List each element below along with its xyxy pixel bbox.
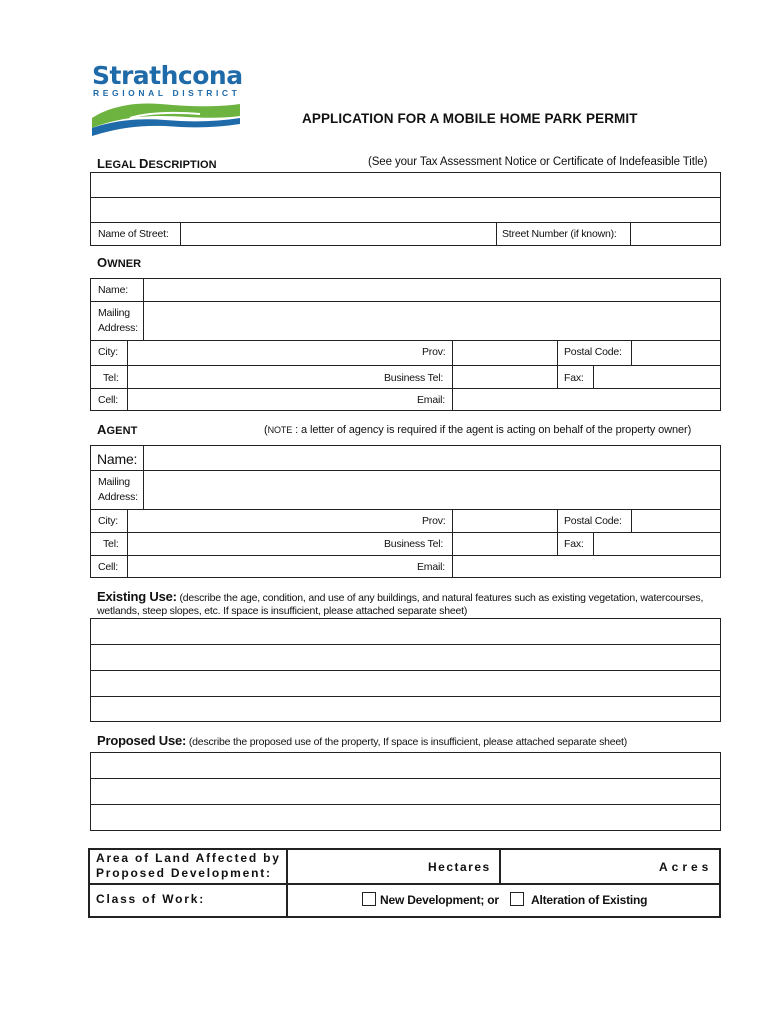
owner-email-label: Email:	[417, 394, 445, 406]
agent-cell-label: Cell:	[98, 561, 119, 573]
agent-postal-code-input[interactable]	[632, 510, 720, 531]
proposed-use-field[interactable]	[90, 752, 721, 831]
owner-fax-label: Fax:	[564, 372, 584, 384]
owner-postal-code-label: Postal Code:	[564, 346, 622, 358]
agent-email-label: Email:	[417, 561, 445, 573]
alteration-existing-label: Alteration of Existing	[531, 893, 648, 907]
owner-business-tel-label: Business Tel:	[384, 372, 444, 384]
agent-heading: AGENT	[97, 422, 138, 437]
existing-use-heading: Existing Use: (describe the age, condition, and use of any buildings, and natural features such as existing vegetation, watercourses,	[97, 589, 704, 604]
owner-city-input[interactable]	[128, 341, 451, 364]
agent-postal-code-label: Postal Code:	[564, 515, 622, 527]
document-title: APPLICATION FOR A MOBILE HOME PARK PERMIT	[302, 111, 638, 126]
owner-cell-input[interactable]	[128, 389, 451, 410]
agent-name-label: Name:	[97, 451, 138, 467]
proposed-use-heading: Proposed Use: (describe the proposed use of the property, If space is insufficient, please attached separate sheet)	[97, 733, 628, 748]
street-number-input[interactable]	[631, 223, 720, 245]
agent-note: (NOTE : a letter of agency is required if the agent is acting on behalf of the property owner)	[264, 424, 692, 436]
area-label-line1: Area of Land Affected by	[96, 851, 281, 865]
street-name-label: Name of Street:	[98, 228, 169, 240]
agent-business-tel-label: Business Tel:	[384, 538, 444, 550]
agent-prov-input[interactable]	[453, 510, 556, 531]
owner-email-input[interactable]	[453, 389, 720, 410]
owner-heading: OWNER	[97, 255, 142, 270]
existing-use-description: wetlands, steep slopes, etc. If space is insufficient, please attached separate sheet)	[97, 605, 468, 617]
street-number-label: Street Number (if known):	[502, 228, 617, 240]
owner-postal-code-input[interactable]	[632, 341, 720, 364]
owner-cell-label: Cell:	[98, 394, 119, 406]
street-name-input[interactable]	[181, 223, 495, 245]
logo-landscape-icon	[90, 98, 242, 136]
owner-tel-label: Tel:	[103, 372, 119, 384]
hectares-label: Hectares	[428, 860, 491, 874]
class-of-work-label: Class of Work:	[96, 892, 205, 906]
agent-tel-label: Tel:	[103, 538, 119, 550]
owner-mailing-address-input[interactable]	[144, 302, 720, 339]
agent-city-input[interactable]	[128, 510, 451, 531]
area-label-line2: Proposed Development:	[96, 866, 272, 880]
owner-prov-label: Prov:	[422, 346, 446, 358]
alteration-existing-checkbox[interactable]	[510, 892, 524, 906]
new-development-checkbox[interactable]	[362, 892, 376, 906]
agent-fax-input[interactable]	[594, 533, 720, 554]
agent-prov-label: Prov:	[422, 515, 446, 527]
logo-name: Strathcona	[92, 61, 243, 90]
agent-business-tel-input[interactable]	[453, 533, 556, 554]
owner-prov-input[interactable]	[453, 341, 556, 364]
agent-mailing-address-input[interactable]	[144, 471, 720, 508]
agent-email-input[interactable]	[453, 556, 720, 577]
agent-mailing-label: Mailing	[98, 476, 130, 488]
new-development-label: New Development; or	[380, 893, 499, 907]
acres-input[interactable]	[502, 851, 652, 881]
agent-city-label: City:	[98, 515, 119, 527]
acres-label: Acres	[659, 860, 713, 874]
owner-business-tel-input[interactable]	[453, 366, 556, 387]
owner-fax-input[interactable]	[594, 366, 720, 387]
hectares-input[interactable]	[289, 851, 424, 881]
agent-cell-input[interactable]	[128, 556, 451, 577]
logo-subtitle: REGIONAL DISTRICT	[93, 88, 241, 98]
owner-mailing-label: Mailing	[98, 307, 130, 319]
agent-name-input[interactable]	[144, 446, 720, 469]
agent-fax-label: Fax:	[564, 538, 584, 550]
legal-description-heading: LEGAL DESCRIPTION	[97, 156, 217, 171]
owner-name-input[interactable]	[144, 279, 720, 300]
legal-description-note: (See your Tax Assessment Notice or Certificate of Indefeasible Title)	[368, 156, 708, 168]
owner-city-label: City:	[98, 346, 119, 358]
agent-address-label: Address:	[98, 491, 138, 503]
owner-name-label: Name:	[98, 284, 128, 296]
strathcona-logo	[90, 62, 242, 136]
owner-address-label: Address:	[98, 322, 138, 334]
